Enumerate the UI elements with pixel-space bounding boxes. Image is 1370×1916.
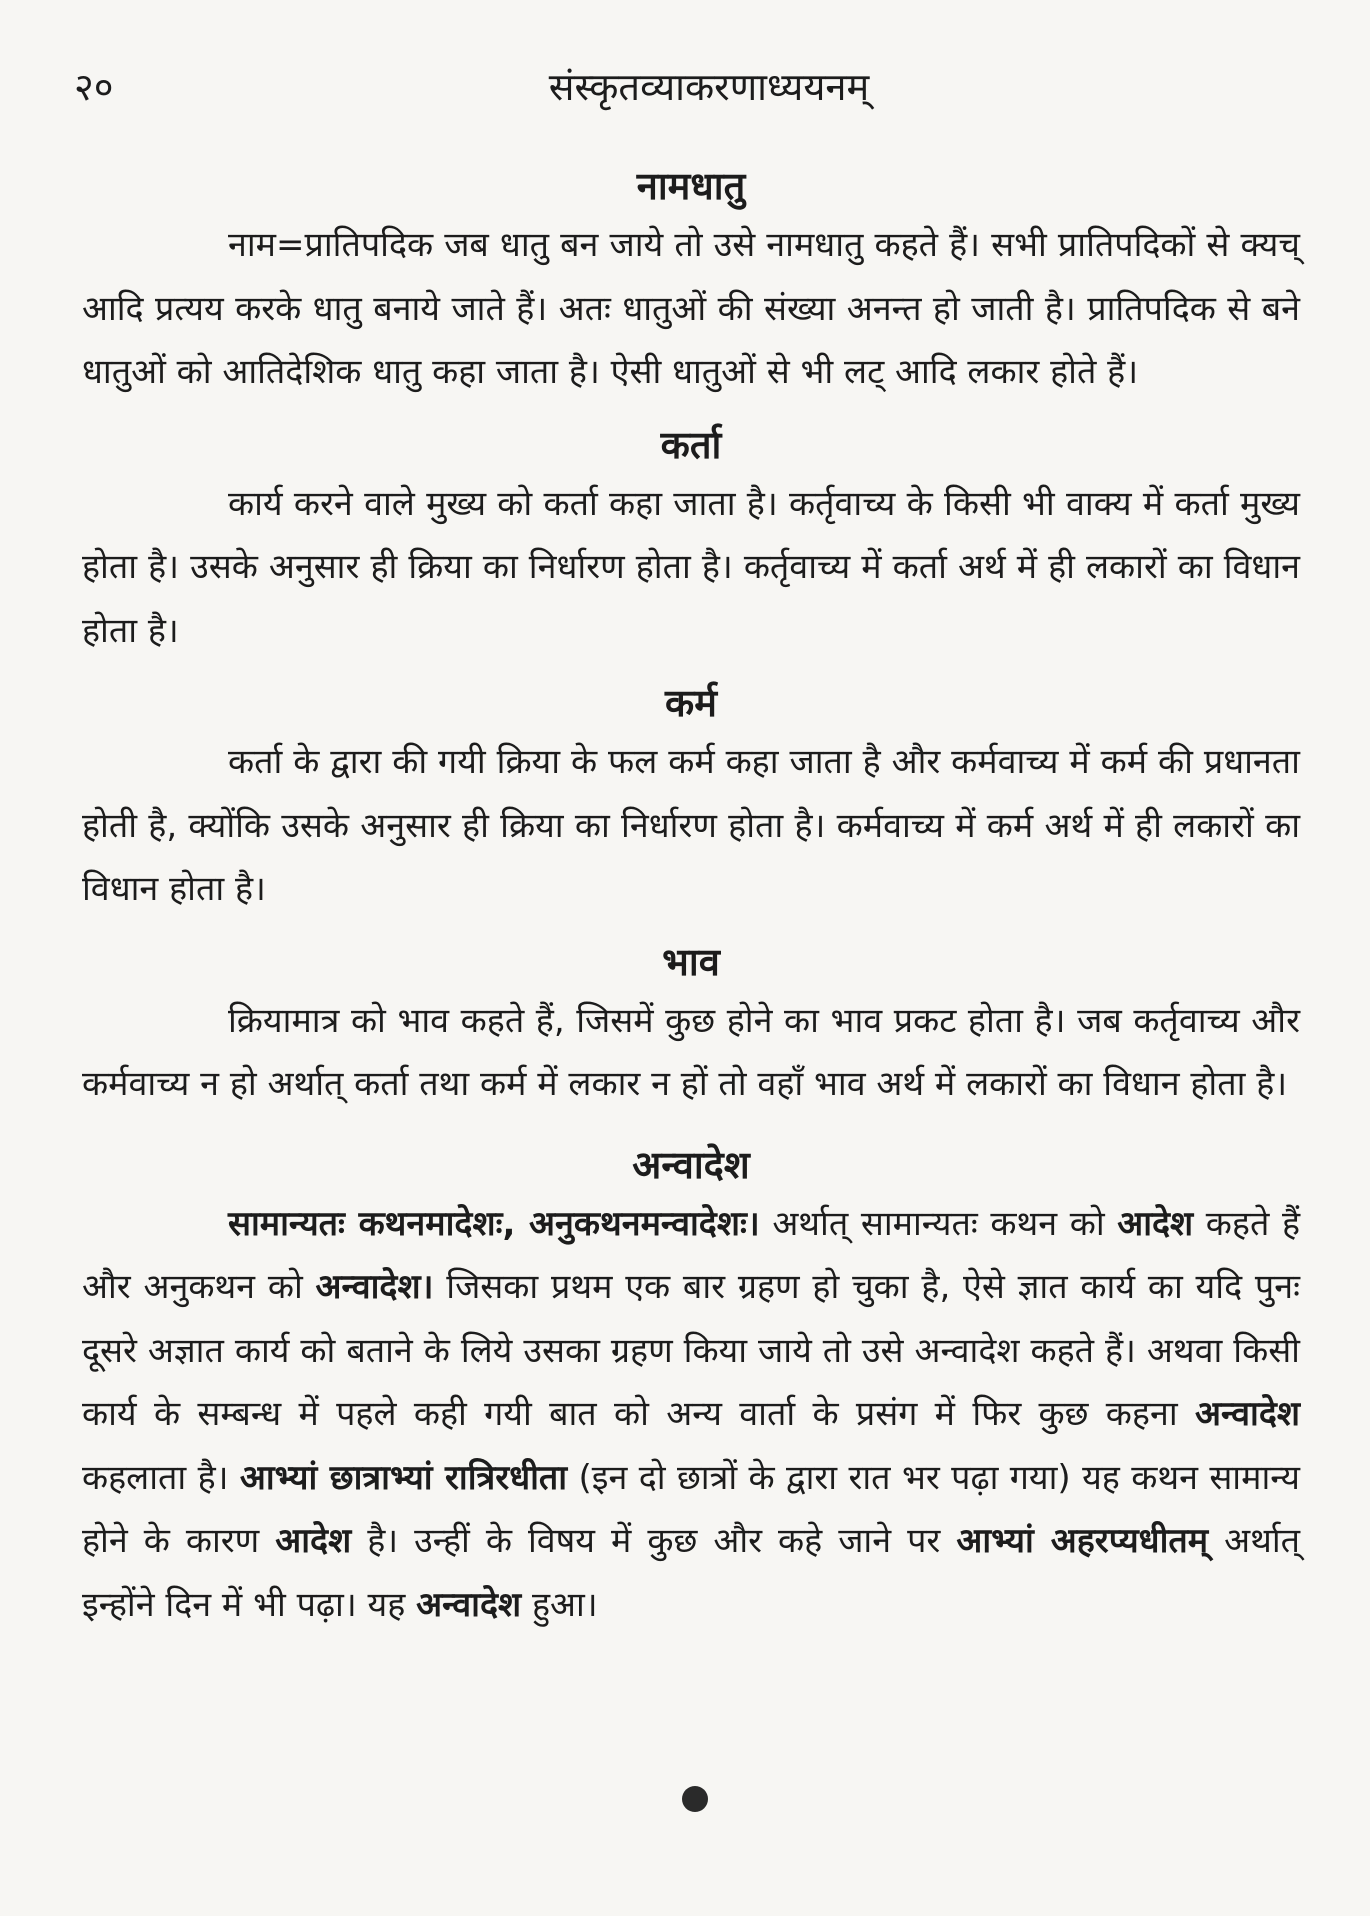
text-run: (इन दो छात्रों के द्वारा रात भर पढ़ा गया) यह कथन सामान्य होने के कारण (82, 1457, 1300, 1561)
heading-karma: कर्म (665, 681, 717, 725)
bold-term: अन्वादेश (1194, 1394, 1300, 1434)
text-run: कहते हैं और अनुकथन को (82, 1203, 1301, 1307)
paragraph-anvadesha (82, 1193, 1300, 1638)
rule-text: सामान्यतः कथनमादेशः, अनुकथनमन्वादेशः। (228, 1203, 760, 1244)
heading-namadhatu: नामधातु (636, 164, 746, 208)
paragraph-karta: कार्य करने वाले मुख्य को कर्ता कहा जाता है। कर्तृवाच्य के किसी भी वाक्य में कर्ता मुख्य होता है। उसके अनुसार ही क्रिया का निर्धारण होता है। कर्तृवाच्य में कर्ता अर्थ में ही लकारों का विधान होता है। (82, 483, 1300, 651)
text-run: है। उन्हीं के विषय में कुछ और कहे जाने पर (351, 1521, 957, 1561)
text-run: जिसका प्रथम एक बार ग्रहण हो चुका है, ऐसे ज्ञात कार्य का यदि पुनः दूसरे अज्ञात कार्य को बताने के लिये उसका ग्रहण किया जाये तो उसे अन्वादेश कहते हैं। अथवा किसी कार्य के सम्बन्ध में पहले कही गयी बात को अन्य वार्ता के प्रसंग में फिर कुछ कहना (82, 1267, 1300, 1434)
heading-anvadesha: अन्वादेश (632, 1142, 750, 1187)
page-number: २० (74, 65, 114, 109)
example-sentence: आभ्यां छात्राभ्यां रात्रिरधीता (239, 1457, 568, 1498)
bold-term: अन्वादेश (416, 1584, 522, 1625)
text-run: अर्थात् सामान्यतः कथन को (759, 1203, 1118, 1244)
paragraph-bhava: क्रियामात्र को भाव कहते हैं, जिसमें कुछ होने का भाव प्रकट होता है। जब कर्तृवाच्य और कर्मवाच्य न हो अर्थात् कर्ता तथा कर्म में लकार न हों तो वहाँ भाव अर्थ में लकारों का विधान होता है। (82, 1000, 1300, 1104)
paragraph-karma: कर्ता के द्वारा की गयी क्रिया के फल कर्म कहा जाता है और कर्मवाच्य में कर्म की प्रधानता होती है, क्योंकि उसके अनुसार ही क्रिया का निर्धारण होता है। कर्मवाच्य में कर्म अर्थ में ही लकारों का विधान होता है। (82, 742, 1300, 909)
page-content (82, 158, 1300, 1637)
heading-bhava: भाव (662, 939, 720, 984)
text-run: अर्थात् इन्होंने दिन में भी पढ़ा। यह (82, 1521, 1301, 1625)
bold-term: आदेश (1117, 1203, 1194, 1244)
text-run: हुआ। (521, 1584, 598, 1625)
paragraph-namadhatu: नाम=प्रातिपदिक जब धातु बन जाये तो उसे नामधातु कहते हैं। सभी प्रातिपदिकों से क्यच् आदि प्रत्यय करके धातु बनाये जाते हैं। अतः धातुओं की संख्या अनन्त हो जाती है। प्रातिपदिक से बने धातुओं को आतिदेशिक धातु कहा जाता है। ऐसी धातुओं से भी लट् आदि लकार होते हैं। (82, 225, 1300, 392)
example-sentence: आभ्यां अहरप्यधीतम् (956, 1521, 1209, 1561)
heading-karta: कर्ता (660, 422, 722, 467)
page-dot-mark (682, 1786, 708, 1812)
running-header (74, 62, 1304, 112)
bold-term: आदेश (275, 1521, 352, 1561)
book-title: संस्कृतव्याकरणाध्ययनम् (548, 65, 870, 109)
text-run: कहलाता है। (82, 1457, 240, 1498)
bold-term: अन्वादेश। (315, 1267, 434, 1307)
